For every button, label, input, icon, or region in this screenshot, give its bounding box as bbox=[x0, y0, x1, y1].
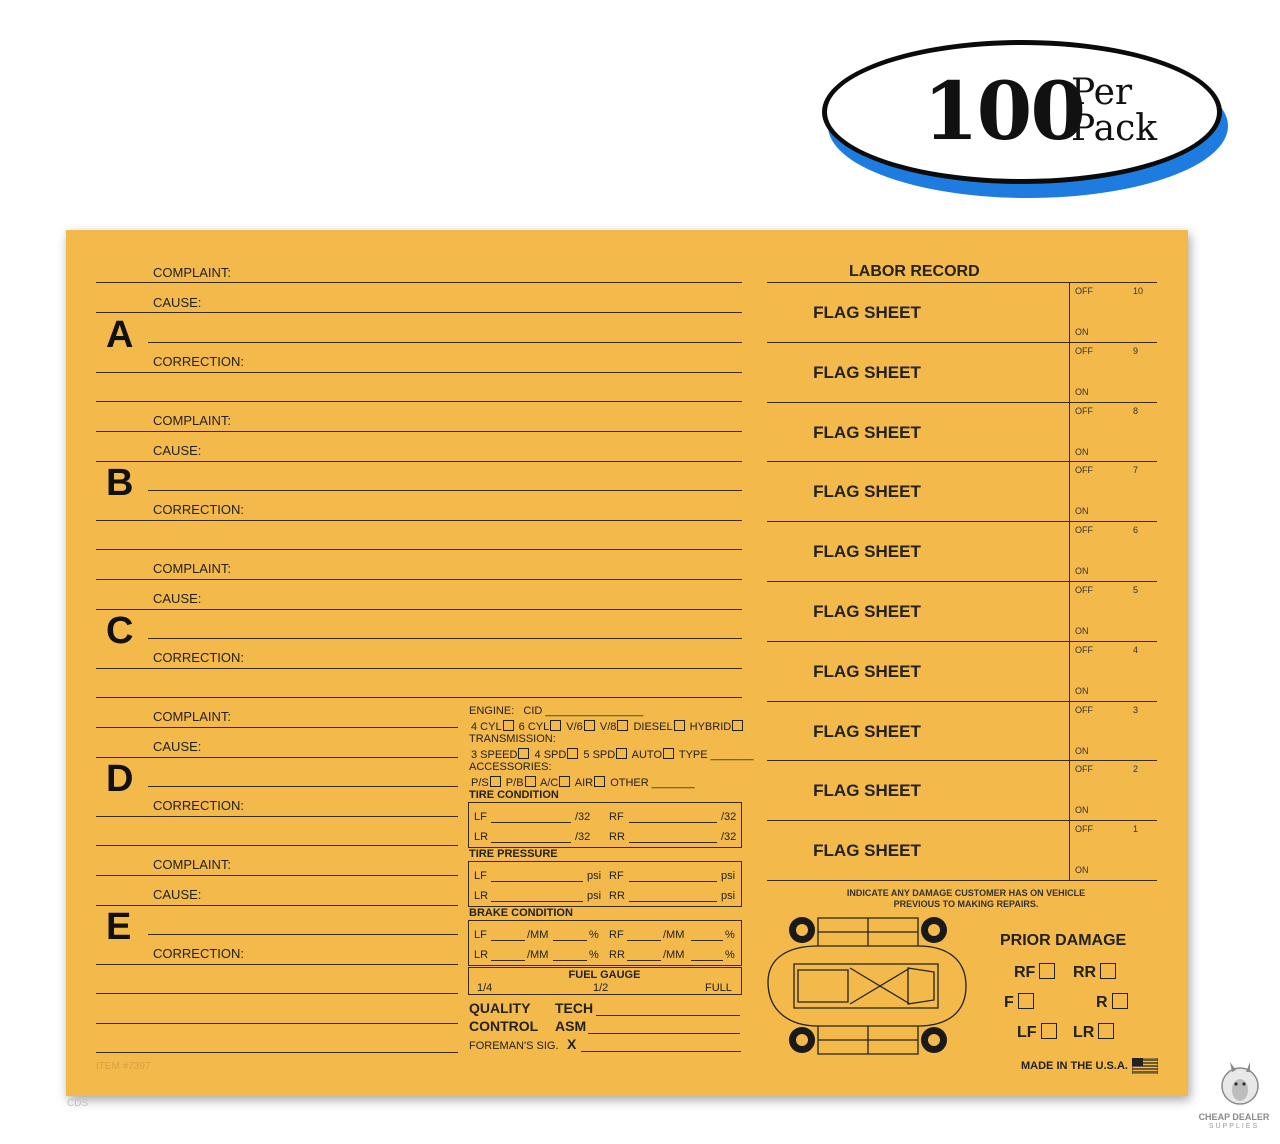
on-label: ON bbox=[1075, 685, 1089, 696]
cause-label: CAUSE: bbox=[153, 591, 202, 606]
correction-label: CORRECTION: bbox=[153, 798, 244, 813]
off-label: OFF bbox=[1075, 525, 1093, 536]
fuel-gauge-title: FUEL GAUGE bbox=[568, 969, 641, 981]
rf-label: RF bbox=[1014, 964, 1036, 981]
unit-label: /32 bbox=[721, 831, 737, 843]
row-number: 9 bbox=[1133, 345, 1139, 356]
asm-line[interactable] bbox=[588, 1033, 740, 1034]
unit-label: /MM bbox=[527, 929, 549, 941]
badge-per: Per bbox=[1071, 72, 1133, 113]
off-label: OFF bbox=[1075, 465, 1093, 476]
column-divider bbox=[1069, 521, 1070, 581]
logo-line-2: SUPPLIES bbox=[1208, 1123, 1260, 1130]
unit-label: % bbox=[725, 949, 735, 961]
rule bbox=[767, 342, 1157, 343]
unit-label: % bbox=[589, 949, 599, 961]
on-label: ON bbox=[1075, 626, 1089, 636]
unit-label: psi bbox=[587, 870, 602, 882]
correction-label: CORRECTION: bbox=[153, 354, 244, 369]
flag-sheet-label: FLAG SHEET bbox=[813, 303, 921, 322]
rule bbox=[767, 402, 1157, 403]
rule bbox=[96, 757, 458, 758]
lr-label: LR bbox=[474, 949, 489, 961]
lr-label: LR bbox=[474, 831, 489, 843]
flag-sheet-label: FLAG SHEET bbox=[813, 482, 921, 502]
off-label: OFF bbox=[1075, 286, 1093, 296]
checkbox[interactable] bbox=[1098, 1023, 1114, 1039]
column-divider bbox=[1069, 820, 1070, 880]
rule[interactable] bbox=[491, 881, 583, 882]
rf-label: RF bbox=[609, 870, 624, 882]
flag-sheet-label: FLAG SHEET bbox=[813, 661, 921, 681]
rule[interactable] bbox=[629, 901, 717, 902]
brake-condition-box bbox=[468, 920, 742, 966]
row-number: 3 bbox=[1133, 704, 1139, 715]
off-label: OFF bbox=[1075, 585, 1093, 595]
rule bbox=[767, 282, 1157, 283]
off-label: OFF bbox=[1075, 405, 1093, 416]
tech-label: TECH bbox=[555, 1000, 594, 1016]
rule bbox=[96, 697, 742, 698]
checkbox[interactable] bbox=[559, 776, 570, 787]
engine-options bbox=[471, 720, 745, 733]
rule bbox=[767, 880, 1157, 881]
fuel-gauge-box bbox=[468, 967, 742, 995]
r-label: R bbox=[1096, 994, 1108, 1011]
option-ps: P/S bbox=[471, 777, 489, 789]
accessories-label: ACCESSORIES: bbox=[469, 761, 552, 773]
option-hybrid: HYBRID bbox=[689, 721, 732, 733]
damage-f[interactable] bbox=[1004, 993, 1034, 1011]
rule bbox=[96, 964, 458, 965]
tire-condition-title: TIRE CONDITION bbox=[469, 789, 559, 801]
unit-label: /32 bbox=[575, 831, 591, 843]
column-divider bbox=[1069, 641, 1070, 701]
transmission-label: TRANSMISSION: bbox=[469, 733, 556, 745]
rule bbox=[96, 549, 742, 550]
unit-label: /MM bbox=[663, 949, 685, 961]
badge-number: 100 bbox=[923, 64, 1084, 158]
tire-pressure-box bbox=[468, 861, 742, 907]
off-label: OFF bbox=[1075, 345, 1093, 356]
rule[interactable] bbox=[629, 842, 717, 843]
complaint-label: COMPLAINT: bbox=[153, 561, 232, 576]
us-flag-icon bbox=[1132, 1058, 1158, 1074]
option-v6: V/6 bbox=[566, 721, 583, 733]
rule[interactable] bbox=[627, 940, 661, 941]
rule bbox=[96, 282, 742, 283]
section-letter: D bbox=[106, 758, 134, 800]
rule bbox=[148, 638, 742, 639]
on-label: ON bbox=[1075, 865, 1089, 876]
checkbox[interactable] bbox=[616, 748, 627, 759]
rule bbox=[96, 401, 742, 402]
signature-line[interactable] bbox=[581, 1051, 741, 1052]
brake-condition-title: BRAKE CONDITION bbox=[469, 907, 573, 919]
row-number: 4 bbox=[1133, 644, 1139, 655]
rr-label: RR bbox=[609, 890, 625, 902]
column-divider bbox=[1069, 760, 1070, 820]
checkbox[interactable] bbox=[1041, 1023, 1057, 1039]
type-label: TYPE bbox=[678, 749, 708, 761]
rule bbox=[96, 520, 742, 521]
checkbox[interactable] bbox=[525, 776, 536, 787]
rule bbox=[767, 760, 1157, 761]
cds-mark: CDS bbox=[67, 1098, 89, 1109]
rule bbox=[767, 701, 1157, 702]
unit-label: % bbox=[589, 929, 599, 941]
on-label: ON bbox=[1075, 745, 1089, 756]
correction-label: CORRECTION: bbox=[153, 946, 244, 961]
rule bbox=[767, 521, 1157, 522]
off-label: OFF bbox=[1075, 764, 1093, 775]
option-3speed: 3 SPEED bbox=[471, 749, 518, 761]
flag-sheet-label: FLAG SHEET bbox=[813, 362, 921, 382]
damage-lr[interactable] bbox=[1073, 1023, 1114, 1041]
cause-label: CAUSE: bbox=[153, 887, 202, 902]
rule bbox=[96, 993, 458, 994]
checkbox[interactable] bbox=[1018, 993, 1034, 1009]
rule bbox=[96, 312, 742, 313]
checkbox[interactable] bbox=[584, 720, 595, 731]
checkbox[interactable] bbox=[490, 776, 501, 787]
rule bbox=[96, 609, 742, 610]
row-number: 7 bbox=[1133, 465, 1139, 476]
f-label: F bbox=[1004, 994, 1014, 1011]
item-number: ITEM #7397 bbox=[96, 1061, 151, 1072]
rule bbox=[767, 581, 1157, 582]
damage-instruction-2: PREVIOUS TO MAKING REPAIRS. bbox=[893, 899, 1039, 909]
flag-sheet-label: FLAG SHEET bbox=[813, 602, 921, 621]
foreman-label: FOREMAN'S SIG. bbox=[469, 1040, 559, 1052]
logo-line-1: CHEAP DEALER bbox=[1198, 1112, 1270, 1122]
rule bbox=[767, 641, 1157, 642]
rule[interactable] bbox=[553, 960, 587, 961]
rule bbox=[148, 490, 742, 491]
lf-label: LF bbox=[474, 929, 487, 941]
rule[interactable] bbox=[629, 881, 717, 882]
cause-label: CAUSE: bbox=[153, 443, 202, 458]
column-divider bbox=[1069, 402, 1070, 462]
flag-sheet-label: FLAG SHEET bbox=[813, 721, 921, 741]
on-label: ON bbox=[1075, 805, 1089, 816]
unit-label: /32 bbox=[721, 811, 737, 823]
donkey-logo-icon bbox=[1180, 1060, 1276, 1108]
rule bbox=[96, 1023, 458, 1024]
badge-pack: Pack bbox=[1071, 108, 1158, 149]
rule bbox=[767, 461, 1157, 462]
cause-label: CAUSE: bbox=[153, 295, 202, 310]
tire-pressure-title: TIRE PRESSURE bbox=[469, 848, 558, 860]
rule bbox=[96, 816, 458, 817]
made-in-usa: MADE IN THE U.S.A. bbox=[1021, 1060, 1128, 1072]
row-number: 2 bbox=[1133, 764, 1139, 775]
per-pack-badge bbox=[822, 40, 1232, 202]
flag-sheet-label: FLAG SHEET bbox=[813, 422, 921, 442]
x-mark: X bbox=[567, 1036, 577, 1052]
car-diagram-icon[interactable] bbox=[758, 912, 974, 1060]
rule[interactable] bbox=[691, 940, 723, 941]
rule bbox=[96, 905, 458, 906]
on-label: ON bbox=[1075, 446, 1089, 457]
labor-record-title: LABOR RECORD bbox=[849, 263, 980, 280]
damage-instruction-1: INDICATE ANY DAMAGE CUSTOMER HAS ON VEHICLE bbox=[846, 888, 1086, 898]
cause-label: CAUSE: bbox=[153, 739, 202, 754]
checkbox[interactable] bbox=[518, 748, 529, 759]
option-ac: A/C bbox=[539, 777, 559, 789]
section-letter: B bbox=[106, 462, 134, 504]
quality-label: QUALITY bbox=[469, 1000, 531, 1016]
correction-label: CORRECTION: bbox=[153, 650, 244, 665]
complaint-label: COMPLAINT: bbox=[153, 265, 232, 280]
rule bbox=[96, 372, 742, 373]
cid-label: CID bbox=[523, 705, 543, 717]
row-number: 5 bbox=[1133, 585, 1139, 595]
row-number: 6 bbox=[1133, 525, 1139, 536]
control-label: CONTROL bbox=[469, 1018, 539, 1034]
option-4spd: 4 SPD bbox=[534, 749, 567, 761]
rf-label: RF bbox=[609, 811, 624, 823]
off-label: OFF bbox=[1075, 644, 1093, 655]
correction-label: CORRECTION: bbox=[153, 502, 244, 517]
option-pb: P/B bbox=[505, 777, 524, 789]
rule bbox=[96, 875, 458, 876]
option-auto: AUTO bbox=[631, 749, 662, 761]
checkbox[interactable] bbox=[674, 720, 685, 731]
damage-rr[interactable] bbox=[1073, 963, 1116, 981]
option-5spd: 5 SPD bbox=[583, 749, 616, 761]
rule[interactable] bbox=[491, 940, 525, 941]
column-divider bbox=[1069, 581, 1070, 641]
section-letter: C bbox=[106, 610, 134, 652]
rule bbox=[96, 668, 742, 669]
rule bbox=[767, 820, 1157, 821]
checkbox[interactable] bbox=[567, 748, 578, 759]
tech-line[interactable] bbox=[596, 1015, 740, 1016]
row-number: 10 bbox=[1133, 286, 1144, 296]
rule bbox=[96, 579, 742, 580]
rule bbox=[96, 431, 742, 432]
damage-r[interactable] bbox=[1096, 993, 1128, 1011]
rule[interactable] bbox=[491, 901, 583, 902]
unit-label: /32 bbox=[575, 811, 591, 823]
on-label: ON bbox=[1075, 327, 1089, 337]
trans-options: 3 SPEED 4 SPD 5 SPD AUTO TYPE _______ bbox=[471, 749, 754, 761]
checkbox[interactable] bbox=[1100, 963, 1116, 979]
complaint-label: COMPLAINT: bbox=[153, 709, 232, 724]
checkbox[interactable] bbox=[550, 720, 561, 731]
rule[interactable] bbox=[691, 960, 723, 961]
off-label: OFF bbox=[1075, 704, 1093, 715]
on-label: ON bbox=[1075, 386, 1089, 397]
unit-label: /MM bbox=[527, 949, 549, 961]
rule bbox=[148, 786, 458, 787]
asm-label: ASM bbox=[555, 1018, 587, 1034]
unit-label: % bbox=[725, 929, 735, 941]
complaint-label: COMPLAINT: bbox=[153, 413, 232, 428]
section-letter: A bbox=[106, 314, 134, 356]
lr-label: LR bbox=[474, 890, 489, 902]
lr-label: LR bbox=[1073, 1024, 1095, 1041]
other-label: OTHER bbox=[610, 777, 649, 789]
checkbox[interactable] bbox=[1039, 963, 1055, 979]
rf-label: RF bbox=[609, 929, 624, 941]
acc-options: P/S P/B A/C AIR OTHER _______ bbox=[471, 777, 695, 789]
rule bbox=[148, 342, 742, 343]
unit-label: /MM bbox=[663, 929, 685, 941]
repair-order-sheet bbox=[66, 230, 1188, 1096]
rule[interactable] bbox=[491, 960, 525, 961]
prior-damage-title: PRIOR DAMAGE bbox=[1000, 932, 1127, 949]
checkbox[interactable] bbox=[503, 720, 514, 731]
rule bbox=[96, 461, 742, 462]
rule bbox=[96, 1052, 458, 1053]
lf-label: LF bbox=[1017, 1024, 1037, 1041]
rr-label: RR bbox=[609, 831, 625, 843]
lf-label: LF bbox=[474, 811, 487, 823]
lf-label: LF bbox=[474, 870, 487, 882]
complaint-label: COMPLAINT: bbox=[153, 857, 232, 872]
option-v8: V/8 bbox=[599, 721, 617, 733]
option-diesel: DIESEL bbox=[633, 721, 673, 733]
on-label: ON bbox=[1075, 566, 1089, 577]
rule bbox=[96, 727, 458, 728]
unit-label: psi bbox=[721, 890, 736, 902]
column-divider bbox=[1069, 701, 1070, 761]
row-number: 1 bbox=[1133, 824, 1139, 835]
rule[interactable] bbox=[629, 822, 717, 823]
checkbox[interactable] bbox=[1112, 993, 1128, 1009]
engine-label: ENGINE: bbox=[469, 705, 515, 717]
checkbox[interactable] bbox=[663, 748, 674, 759]
tire-condition-box bbox=[468, 802, 742, 848]
row-number: 8 bbox=[1133, 405, 1139, 416]
fuel-quarter: 1/4 bbox=[477, 982, 493, 994]
option-air: AIR bbox=[574, 777, 594, 789]
flag-sheet-label: FLAG SHEET bbox=[813, 841, 921, 861]
column-divider bbox=[1069, 461, 1070, 521]
unit-label: psi bbox=[721, 870, 736, 882]
rr-label: RR bbox=[609, 949, 625, 961]
damage-lf[interactable] bbox=[1017, 1023, 1057, 1041]
badge-oval bbox=[822, 40, 1222, 184]
fuel-full: FULL bbox=[705, 982, 732, 994]
fuel-half: 1/2 bbox=[593, 982, 609, 994]
section-letter: E bbox=[106, 906, 132, 948]
damage-rf[interactable] bbox=[1014, 963, 1055, 981]
rr-label: RR bbox=[1073, 964, 1097, 981]
engine-row: ENGINE: CID ________________ bbox=[469, 705, 644, 717]
column-divider bbox=[1069, 342, 1070, 402]
rule[interactable] bbox=[491, 842, 571, 843]
off-label: OFF bbox=[1075, 824, 1093, 835]
option-6cyl: 6 CYL bbox=[518, 721, 550, 733]
checkbox[interactable] bbox=[617, 720, 628, 731]
rule[interactable] bbox=[627, 960, 661, 961]
cheap-dealer-logo bbox=[1180, 1060, 1276, 1136]
rule bbox=[96, 845, 458, 846]
unit-label: psi bbox=[587, 890, 602, 902]
checkbox[interactable] bbox=[594, 776, 605, 787]
on-label: ON bbox=[1075, 506, 1089, 517]
flag-sheet-label: FLAG SHEET bbox=[813, 542, 921, 562]
option-4cyl: 4 CYL bbox=[471, 721, 502, 733]
rule[interactable] bbox=[491, 822, 571, 823]
flag-sheet-label: FLAG SHEET bbox=[813, 781, 921, 801]
rule[interactable] bbox=[553, 940, 587, 941]
column-divider bbox=[1069, 282, 1070, 342]
rule bbox=[148, 934, 458, 935]
